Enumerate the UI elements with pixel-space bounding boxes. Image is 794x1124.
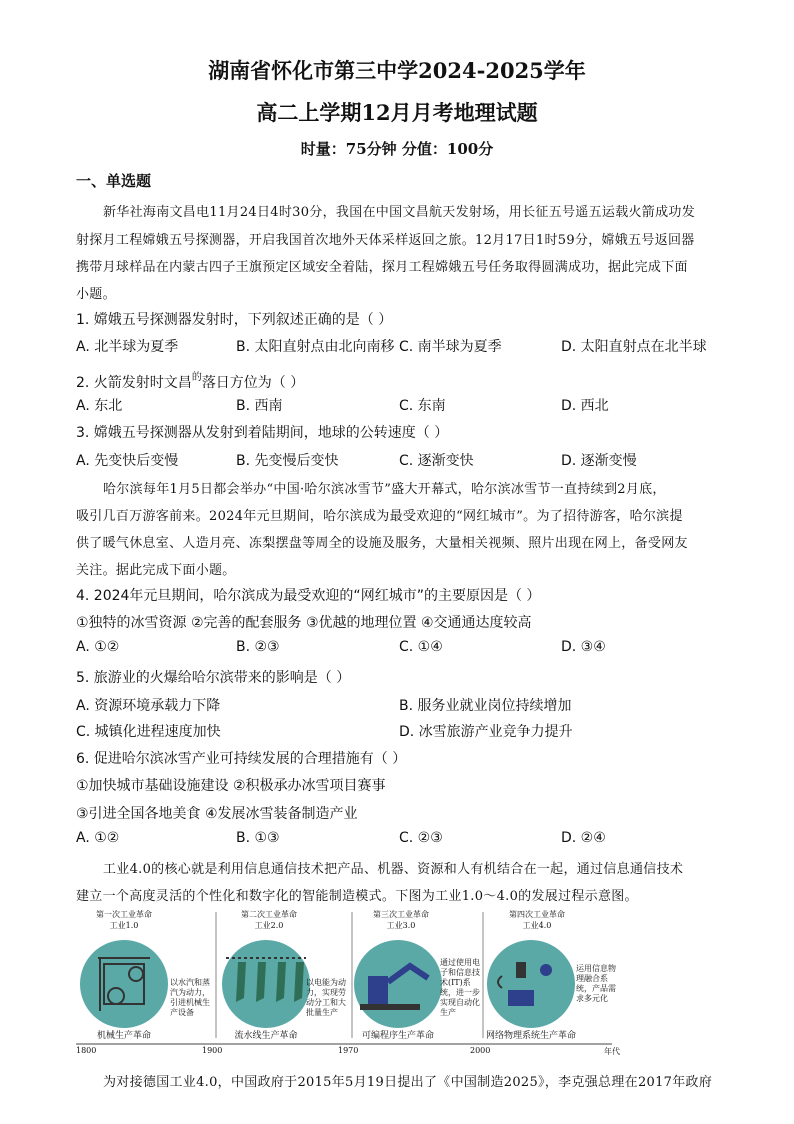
q5-option-b: B. 服务业就业岗位持续增加 [399, 698, 572, 714]
q6-option-c: C. ②③ [399, 830, 443, 846]
section-heading: 一、单选题 [76, 172, 152, 190]
q6-option-a: A. ①② [76, 830, 120, 846]
question-5-stem: 5. 旅游业的火爆给哈尔滨带来的影响是（ ） [76, 670, 351, 686]
q4-option-b: B. ②③ [236, 639, 280, 655]
panel2-sub: 工业2.0 [254, 921, 284, 930]
panel4-sub: 工业4.0 [522, 921, 552, 930]
panel1-circle [80, 940, 168, 1028]
q2-option-b: B. 西南 [236, 398, 283, 414]
q4-option-d: D. ③④ [561, 639, 606, 655]
question-1-stem: 1. 嫦娥五号探测器发射时，下列叙述正确的是（ ） [76, 312, 393, 328]
panel1-sub: 工业1.0 [109, 921, 139, 930]
q2-stem-superscript: 的 [191, 372, 202, 383]
q2-option-c: C. 东南 [399, 398, 446, 414]
question-6-stem: 6. 促进哈尔滨冰雪产业可持续发展的合理措施有（ ） [76, 751, 407, 767]
industrial-revolution-figure [76, 906, 626, 1058]
question-4-stem: 4. 2024年元旦期间，哈尔滨成为最受欢迎的“网红城市”的主要原因是（ ） [76, 588, 541, 604]
passage3-line: 工业4.0的核心就是利用信息通信技术把产品、机器、资源和人有机结合在一起，通过信息通信技术 [103, 862, 684, 877]
q1-option-b: B. 太阳直射点由北向南移 [236, 339, 395, 355]
passage3-line: 建立一个高度灵活的个性化和数字化的智能制造模式。下图为工业1.0～4.0的发展过程示意图。 [76, 889, 638, 904]
q5-option-c: C. 城镇化进程速度加快 [76, 724, 221, 740]
passage1-line: 携带月球样品在内蒙古四子王旗预定区域安全着陆，探月工程嫦娥五号任务取得圆满成功，据此完成下面 [76, 260, 688, 275]
q4-option-a: A. ①② [76, 639, 120, 655]
doc-title-line2: 高二上学期12月月考地理试题 [256, 100, 538, 125]
passage1-line: 射探月工程嫦娥五号探测器，开启我国首次地外天体采样返回之旅。12月17日1时59分，嫦娥五号返回器 [76, 233, 695, 248]
axis-label: 年代 [604, 1047, 620, 1056]
q4-option-c: C. ①④ [399, 639, 443, 655]
panel3-circle [354, 940, 442, 1028]
panel4-desc: 运用信息物理融合系统，产品需求多元化 [576, 964, 616, 1003]
q3-option-a: A. 先变快后变慢 [76, 453, 179, 469]
passage4-line: 为对接德国工业4.0，中国政府于2015年5月19日提出了《中国制造2025》，李克强总理在2017年政府 [103, 1075, 713, 1090]
panel2-desc: 以电能为动力，实现劳动分工和大批量生产 [306, 978, 346, 1017]
panel3-sub: 工业3.0 [386, 921, 416, 930]
axis-tick: 1970 [338, 1046, 359, 1055]
panel3-caption: 可编程序生产革命 [361, 1031, 434, 1041]
q3-option-c: C. 逐渐变快 [399, 453, 474, 469]
panel1-caption: 机械生产革命 [96, 1031, 151, 1041]
panel4-circle [487, 940, 575, 1028]
panel3-desc: 通过使用电子和信息技术(IT)系统，进一步实现自动化生产 [440, 958, 480, 1017]
panel4-title: 第四次工业革命 [509, 910, 565, 919]
q6-option-d: D. ②④ [561, 830, 606, 846]
q1-option-c: C. 南半球为夏季 [399, 339, 502, 355]
q4-items: ①独特的冰雪资源 ②完善的配套服务 ③优越的地理位置 ④交通通达度较高 [76, 615, 532, 631]
panel1-title: 第一次工业革命 [96, 910, 152, 919]
q5-option-d: D. 冰雪旅游产业竞争力提升 [399, 724, 573, 740]
passage2-line: 供了暖气休息室、人造月亮、冻梨摆盘等周全的设施及服务，大量相关视频、照片出现在网上，备受网友 [76, 536, 688, 551]
passage1-line: 小题。 [76, 287, 116, 302]
passage2-line: 哈尔滨每年1月5日都会举办“中国·哈尔滨冰雪节”盛大开幕式，哈尔滨冰雪节一直持续到2月底， [103, 482, 666, 497]
q1-option-d: D. 太阳直射点在北半球 [561, 339, 707, 355]
q3-option-d: D. 逐渐变慢 [561, 453, 637, 469]
q6-items-line1: ①加快城市基础设施建设 ②积极承办冰雪项目赛事 [76, 778, 386, 794]
q2-stem-part-b: 落日方位为（ ） [201, 375, 305, 391]
passage1-line: 新华社海南文昌电11月24日4时30分，我国在中国文昌航天发射场，用长征五号遥五运载火箭成功发 [103, 205, 695, 220]
q6-items-line2: ③引进全国各地美食 ④发展冰雪装备制造产业 [76, 806, 358, 822]
axis-tick: 1900 [202, 1046, 223, 1055]
doc-meta: 时量：75分钟 分值：100分 [300, 140, 494, 158]
doc-title-line1: 湖南省怀化市第三中学2024-2025学年 [208, 58, 586, 83]
question-2-stem [76, 368, 304, 392]
q2-option-d: D. 西北 [561, 398, 609, 414]
q2-option-a: A. 东北 [76, 398, 123, 414]
question-3-stem: 3. 嫦娥五号探测器从发射到着陆期间，地球的公转速度（ ） [76, 425, 449, 441]
axis-tick: 1800 [76, 1046, 97, 1055]
q3-option-b: B. 先变慢后变快 [236, 453, 339, 469]
panel1-desc: 以水汽和蒸汽为动力，引进机械生产设备 [170, 978, 210, 1017]
q2-stem-part-a: 2. 火箭发射时文昌 [76, 375, 192, 391]
panel4-caption: 网络物理系统生产革命 [485, 1031, 576, 1041]
panel2-caption: 流水线生产革命 [234, 1031, 298, 1041]
q1-option-a: A. 北半球为夏季 [76, 339, 179, 355]
panel3-title: 第三次工业革命 [373, 910, 429, 919]
q6-option-b: B. ①③ [236, 830, 280, 846]
passage2-line: 关注。据此完成下面小题。 [76, 563, 236, 578]
passage2-line: 吸引几百万游客前来。2024年元旦期间，哈尔滨成为最受欢迎的“网红城市”。为了招待游客，哈尔滨提 [76, 509, 683, 524]
panel2-title: 第二次工业革命 [241, 910, 297, 919]
q5-option-a: A. 资源环境承载力下降 [76, 698, 221, 714]
axis-tick: 2000 [470, 1046, 491, 1055]
